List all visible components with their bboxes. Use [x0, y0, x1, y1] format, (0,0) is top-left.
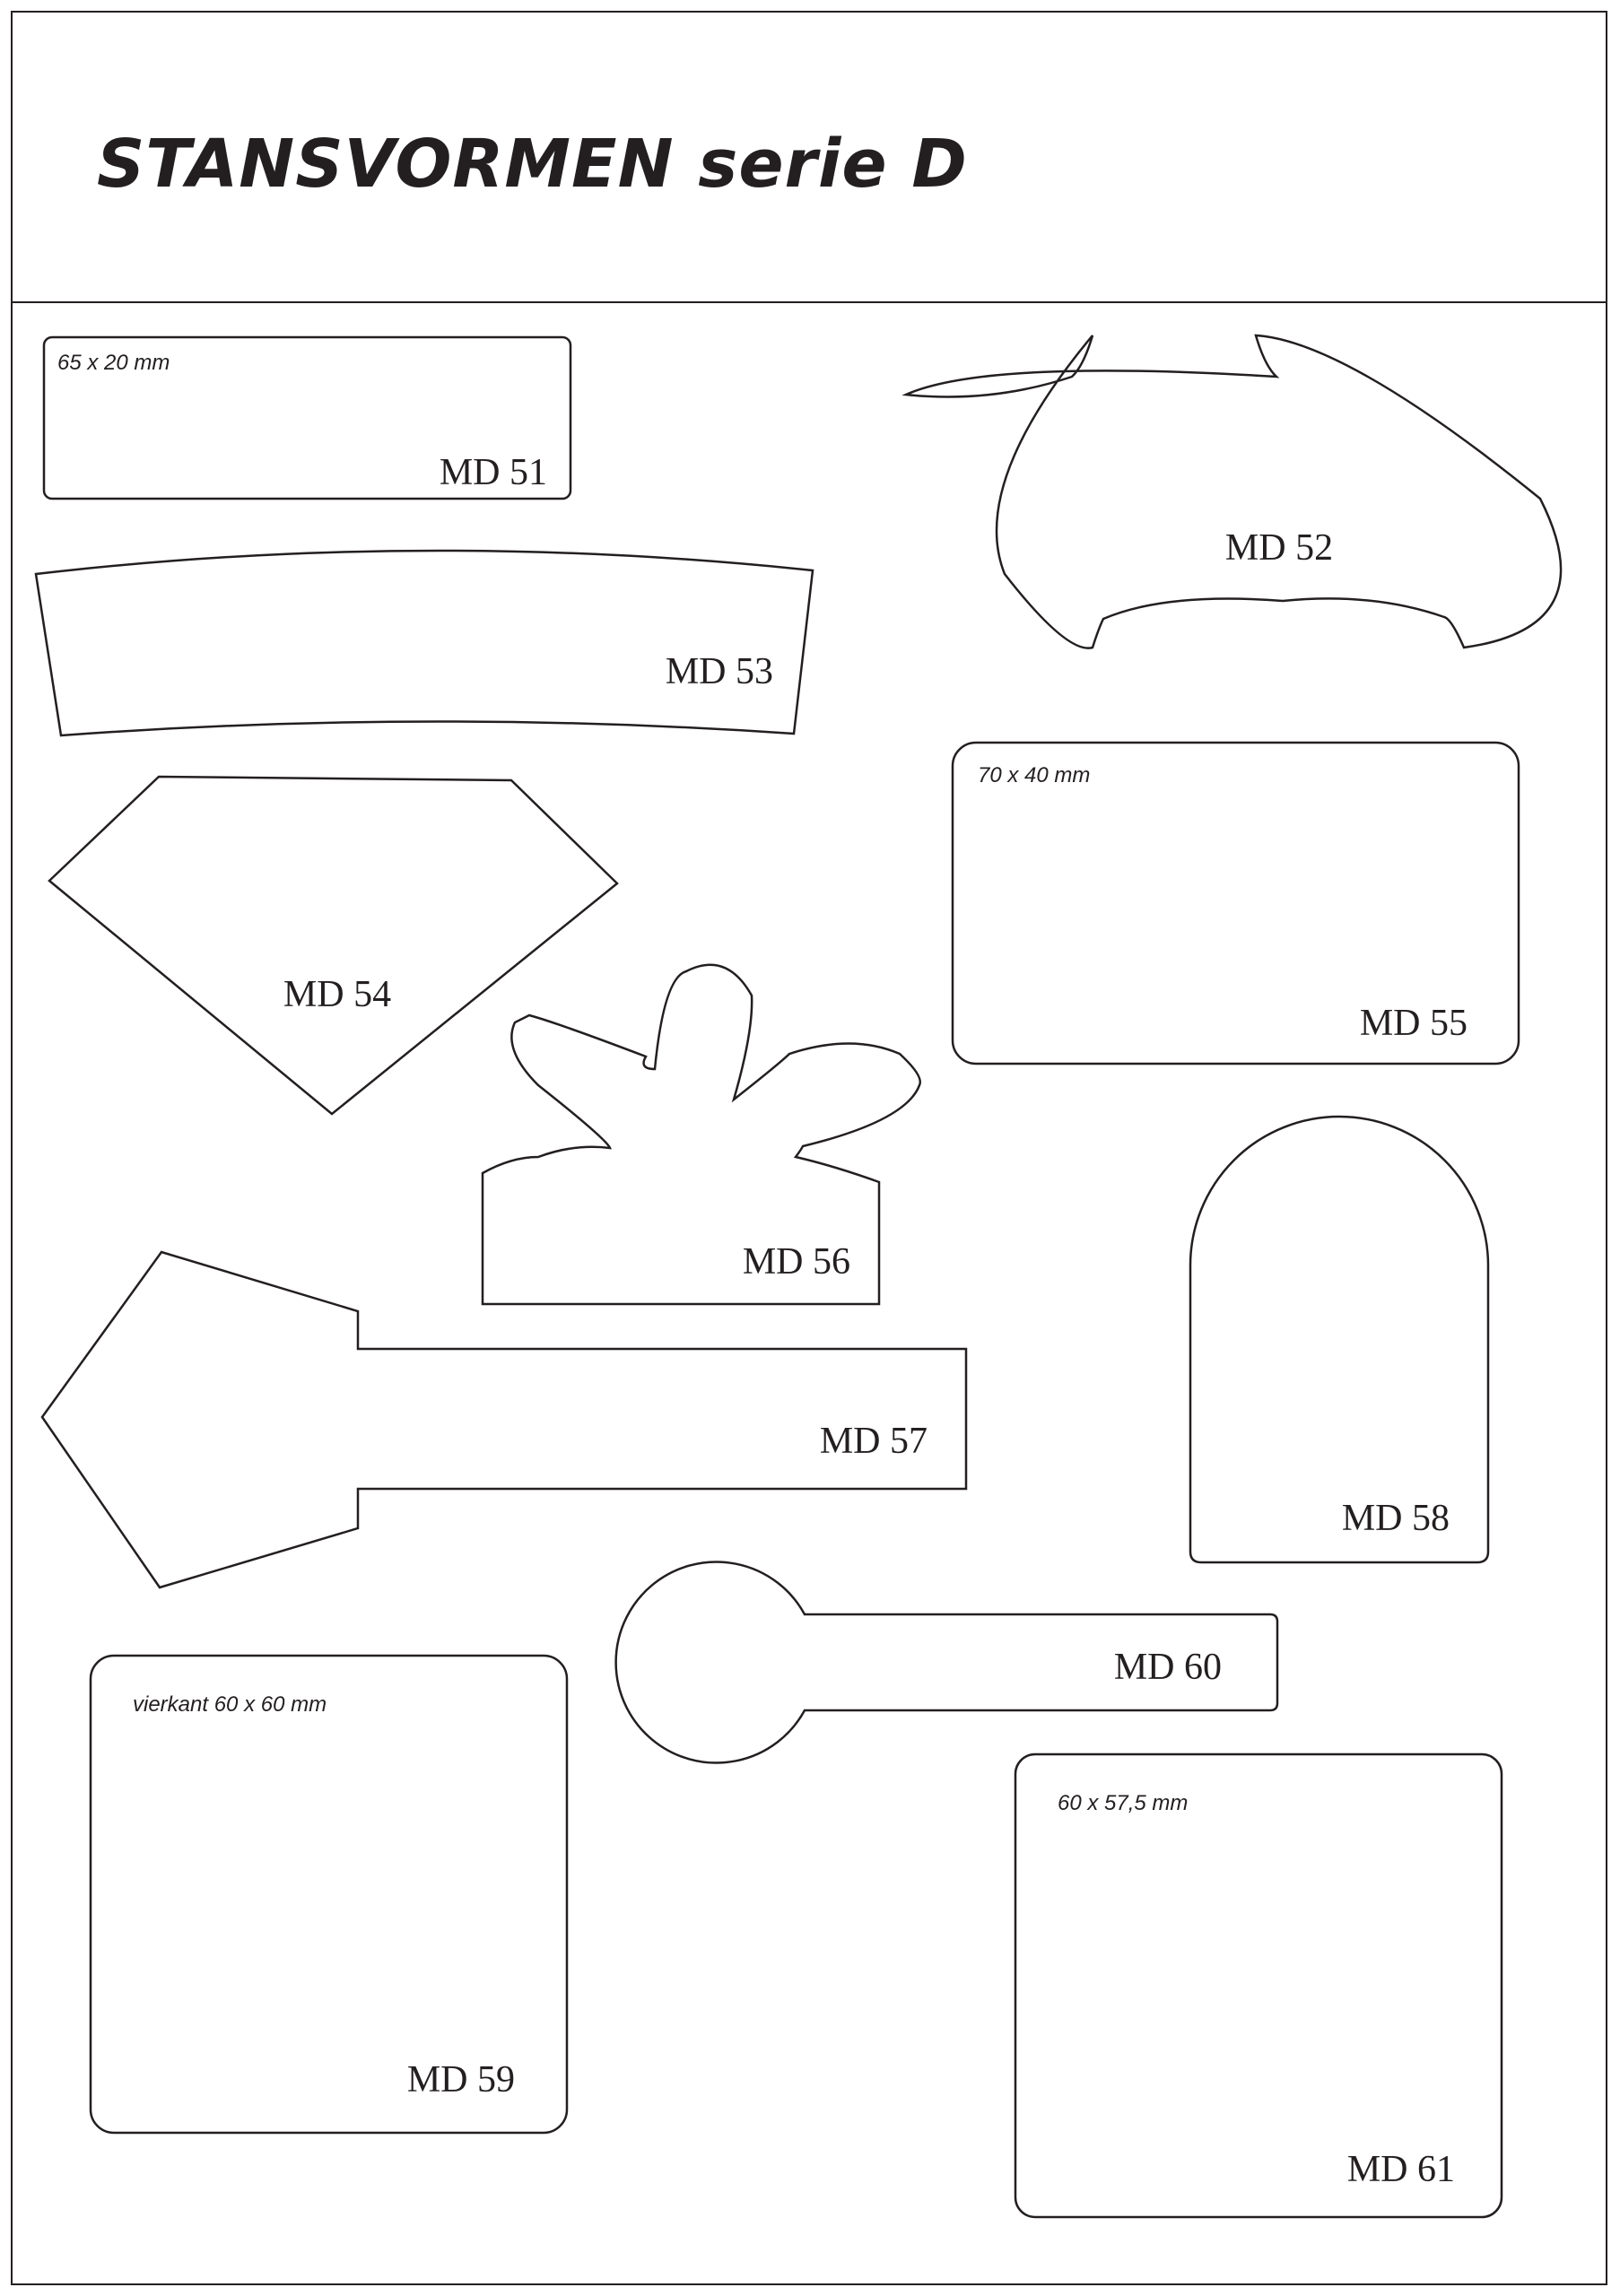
shape-md52	[906, 335, 1561, 648]
shape-md57	[42, 1252, 966, 1587]
md58-outline	[1190, 1117, 1488, 1562]
shape-md54	[49, 777, 617, 1114]
md54-outline	[49, 777, 617, 1114]
md52-outline	[906, 335, 1561, 648]
shape-md61	[1015, 1754, 1502, 2217]
md58-label: MD 58	[1341, 1498, 1450, 1539]
shape-md59	[91, 1656, 567, 2133]
md51-dimension: 65 x 20 mm	[57, 351, 170, 375]
md54-label: MD 54	[283, 974, 392, 1015]
md57-outline	[42, 1252, 966, 1587]
md56-outline	[483, 965, 920, 1304]
page-title: STANSVORMEN serie D	[97, 126, 968, 203]
md55-label: MD 55	[1359, 1003, 1468, 1044]
shape-md58	[1190, 1117, 1488, 1562]
md53-label: MD 53	[665, 651, 773, 692]
md52-label: MD 52	[1224, 527, 1334, 569]
shape-md55	[953, 743, 1519, 1064]
md60-label: MD 60	[1113, 1647, 1222, 1688]
md55-dimension: 70 x 40 mm	[978, 763, 1091, 787]
md61-dimension: 60 x 57,5 mm	[1058, 1791, 1189, 1815]
shape-md51	[44, 337, 570, 499]
shape-md53	[36, 551, 813, 735]
shape-md56	[483, 965, 920, 1304]
md51-label: MD 51	[439, 452, 547, 493]
shape-md60	[616, 1562, 1277, 1763]
md61-label: MD 61	[1346, 2149, 1455, 2190]
md59-dimension: vierkant 60 x 60 mm	[133, 1692, 327, 1717]
md53-outline	[36, 551, 813, 735]
md57-label: MD 57	[819, 1421, 928, 1462]
md61-outline	[1015, 1754, 1502, 2217]
md59-label: MD 59	[406, 2059, 515, 2100]
md56-label: MD 56	[742, 1241, 850, 1283]
